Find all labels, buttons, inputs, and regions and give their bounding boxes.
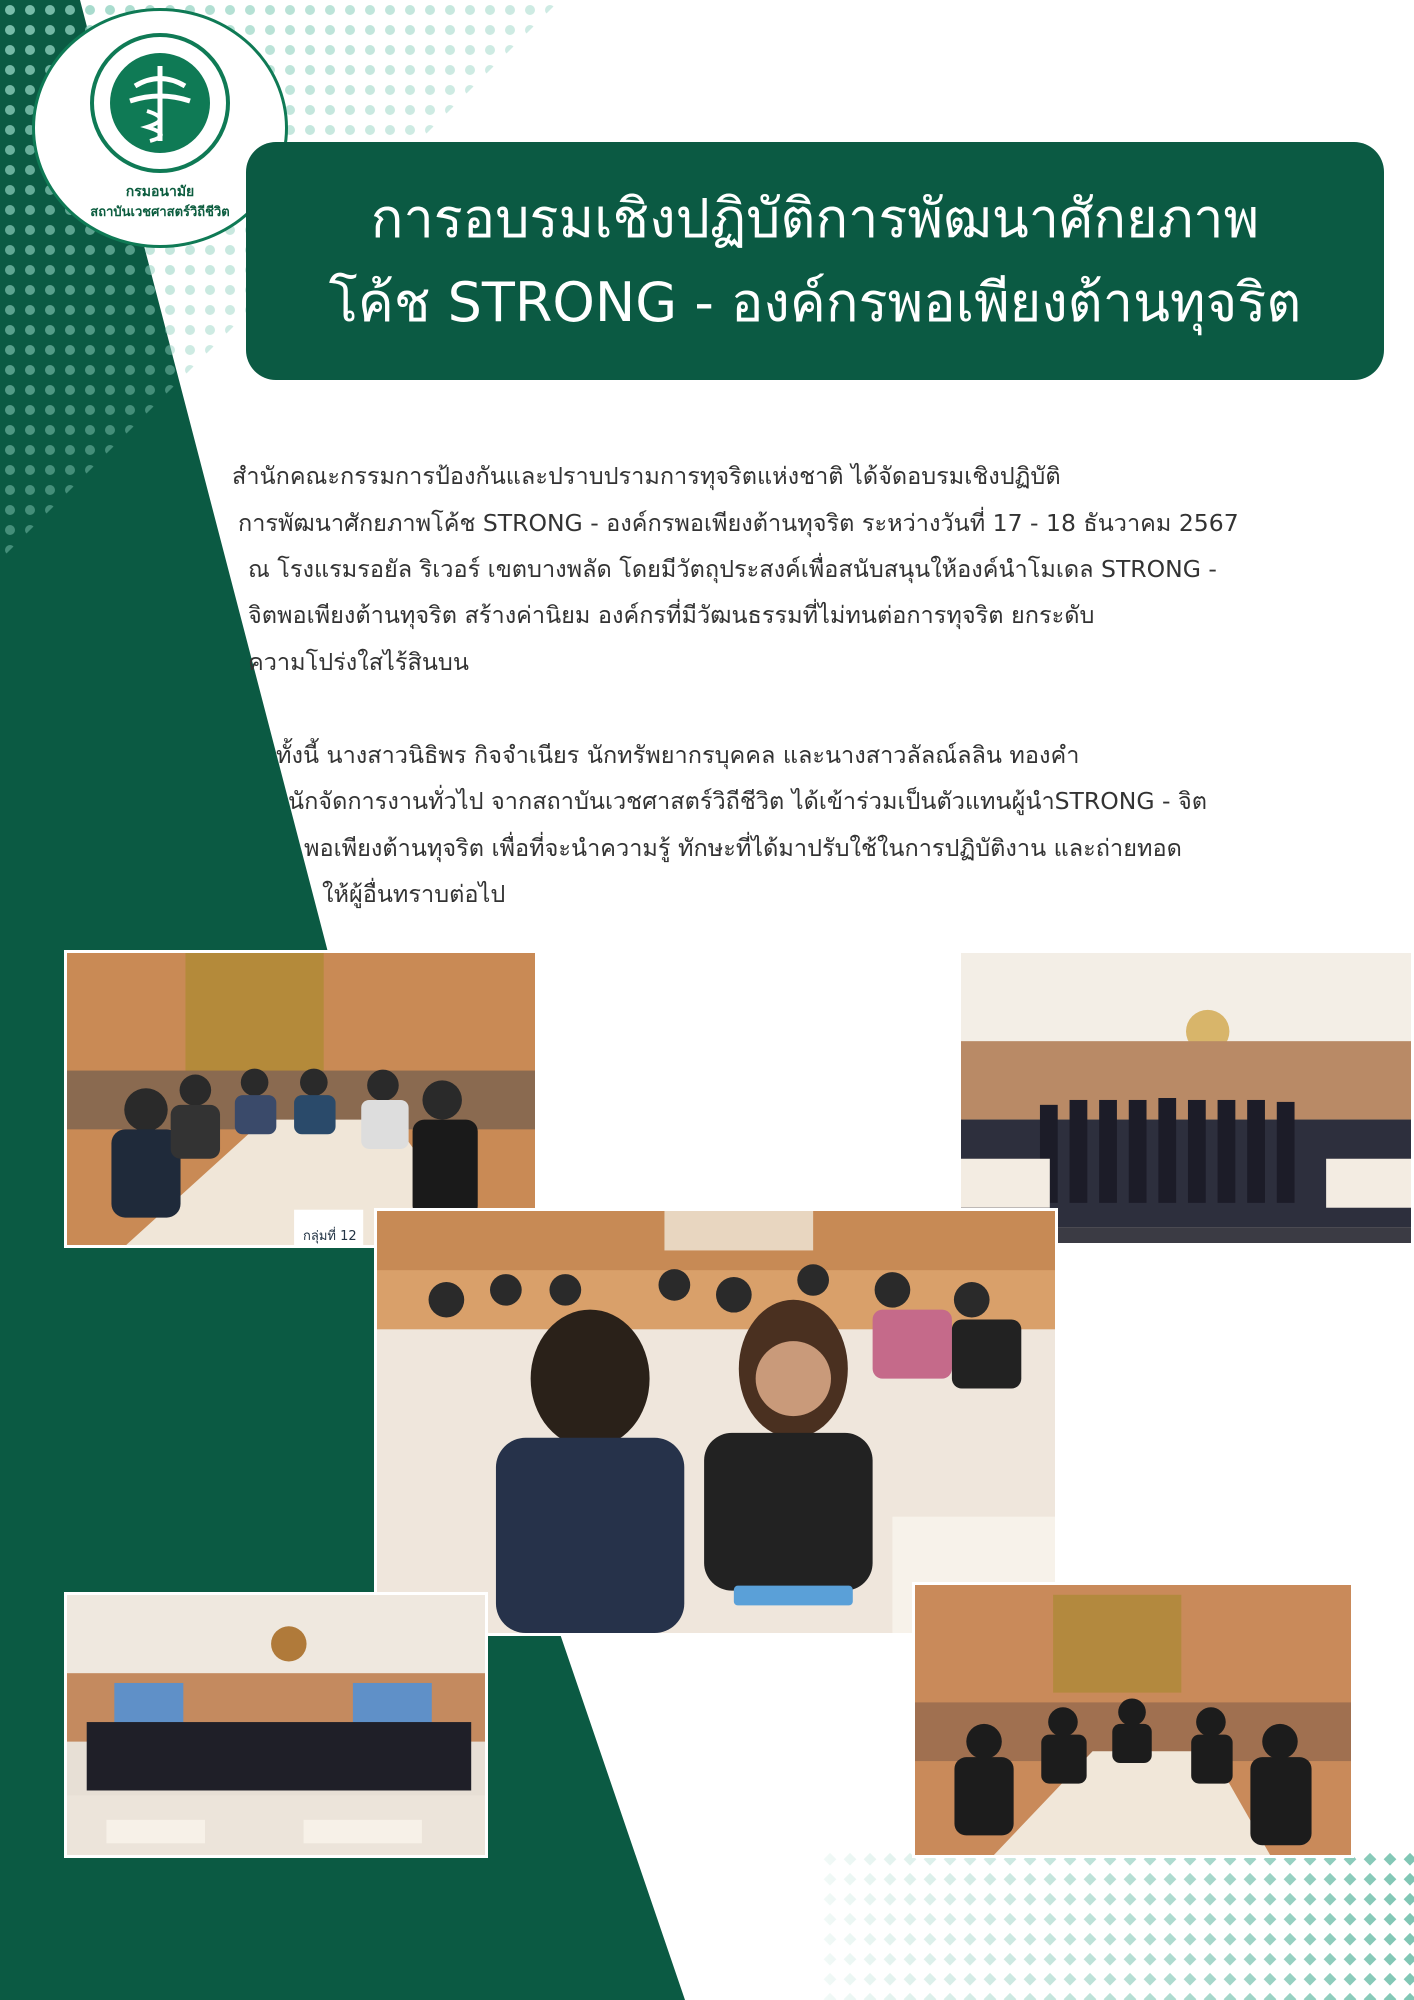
paragraph-1-line: สำนักคณะกรรมการป้องกันและปราบปรามการทุจริตแห่งชาติ ได้จัดอบรมเชิงปฏิบัติ — [232, 462, 1061, 490]
photo-table-discussion — [912, 1582, 1354, 1858]
logo-dept-text: กรมอนามัย — [125, 184, 195, 200]
paragraph-1-line: จิตพอเพียงต้านทุจริต สร้างค่านิยม องค์กรที่มีวัฒนธรรมที่ไม่ทนต่อการทุจริต ยกระดับ — [248, 601, 1095, 629]
paragraph-2-line: ให้ผู้อื่นทราบต่อไป — [322, 880, 506, 908]
title-line-1: การอบรมเชิงปฏิบัติการพัฒนาศักยภาพ — [370, 187, 1260, 250]
photo-table-group — [64, 950, 538, 1248]
paragraph-2-line: นักจัดการงานทั่วไป จากสถาบันเวชศาสตร์วิถีชีวิต ได้เข้าร่วมเป็นตัวแทนผู้นำSTRONG - จิต — [288, 787, 1207, 815]
paragraph-1-line: ณ โรงแรมรอยัล ริเวอร์ เขตบางพลัด โดยมีวัตถุประสงค์เพื่อสนับสนุนให้องค์นำโมเดล STRONG - — [248, 555, 1217, 583]
photo-group-screens — [64, 1592, 488, 1858]
paragraph-1-line: การพัฒนาศักยภาพโค้ช STRONG - องค์กรพอเพียงต้านทุจริต ระหว่างวันที่ 17 - 18 ธันวาคม 2567 — [238, 509, 1239, 537]
dot-pattern-bottom — [820, 1850, 1414, 2000]
photo-ballroom-group — [958, 950, 1414, 1246]
title-line-2: โค้ช STRONG - องค์กรพอเพียงต้านทุจริต — [328, 271, 1302, 334]
title-banner — [246, 142, 1384, 380]
paragraph-1-line: ความโปร่งใสไร้สินบน — [248, 648, 469, 676]
table-sign-text: กลุ่มที่ 12 — [303, 1229, 357, 1244]
paragraph-2-line: ทั้งนี้ นางสาวนิธิพร กิจจำเนียร นักทรัพยากรบุคคล และนางสาวลัลณ์ลลิน ทองคำ — [276, 741, 1080, 769]
paragraph-2-line: พอเพียงต้านทุจริต เพื่อที่จะนำความรู้ ทักษะที่ได้มาปรับใช้ในการปฏิบัติงาน และถ่ายทอด — [304, 834, 1182, 862]
photo-attendees-seated — [374, 1208, 1058, 1636]
logo-institute-text: สถาบันเวชศาสตร์วิถีชีวิต — [90, 205, 230, 220]
